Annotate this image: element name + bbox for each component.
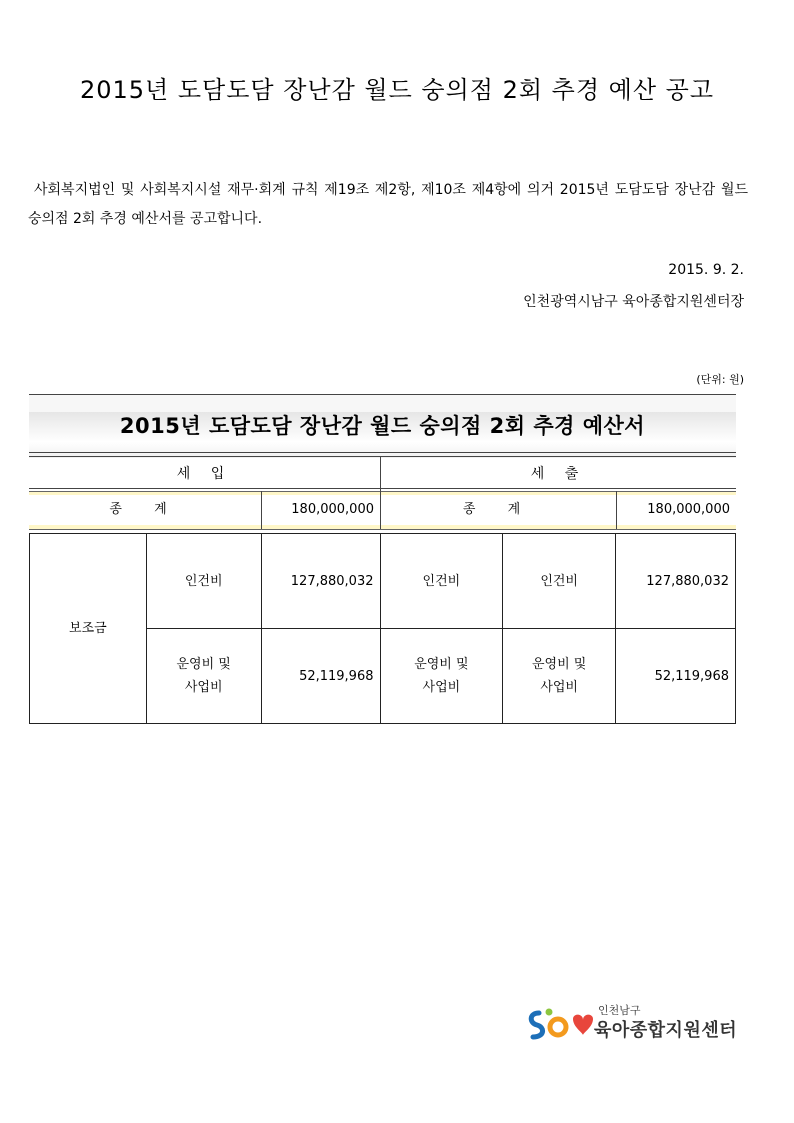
logo-title: 육아종합지원센터 bbox=[594, 1020, 738, 1041]
divider-line bbox=[29, 452, 736, 453]
divider-line bbox=[29, 529, 736, 530]
expense-item: 인건비 bbox=[503, 534, 616, 629]
budget-header-row bbox=[29, 461, 736, 487]
budget-detail-table bbox=[29, 533, 736, 724]
expense-group: 운영비 및 사업비 bbox=[380, 629, 503, 724]
category-cell: 보조금 bbox=[30, 534, 147, 724]
revenue-amount: 127,880,032 bbox=[261, 534, 380, 629]
revenue-total-label: 종 계 bbox=[109, 502, 181, 517]
table-row bbox=[30, 534, 736, 629]
signer: 인천광역시남구 육아종합지원센터장 bbox=[523, 294, 744, 310]
divider-line bbox=[29, 394, 736, 395]
logo-subtitle: 인천남구 bbox=[598, 1004, 641, 1017]
revenue-item: 운영비 및 사업비 bbox=[146, 629, 261, 724]
document-title: 2015년 도담도담 장난감 월드 숭의점 2회 추경 예산 공고 bbox=[79, 76, 715, 104]
expense-item: 운영비 및 사업비 bbox=[503, 629, 616, 724]
revenue-total-amount: 180,000,000 bbox=[291, 502, 374, 517]
revenue-header: 세 입 bbox=[176, 466, 233, 482]
divider-line bbox=[29, 456, 736, 457]
divider-line bbox=[29, 488, 736, 489]
revenue-amount: 52,119,968 bbox=[261, 629, 380, 724]
unit-label: (단위: 원) bbox=[696, 373, 744, 386]
announcement-body: 사회복지법인 및 사회복지시설 재무·회계 규칙 제19조 제2항, 제10조 제4항에 의거 2015년 도담도담 장난감 월드 숭의점 2회 추경 예산서를 공고합니다. bbox=[28, 182, 748, 227]
expense-total-amount: 180,000,000 bbox=[647, 502, 730, 517]
expense-group: 인건비 bbox=[380, 534, 503, 629]
announcement-date: 2015. 9. 2. bbox=[668, 262, 744, 278]
logo-mark-icon bbox=[525, 1003, 597, 1045]
header-divider bbox=[380, 457, 381, 491]
revenue-item: 인건비 bbox=[146, 534, 261, 629]
expense-total-label: 종 계 bbox=[462, 502, 535, 517]
expense-amount: 127,880,032 bbox=[616, 534, 736, 629]
budget-title: 2015년 도담도담 장난감 월드 숭의점 2회 추경 예산서 bbox=[119, 414, 646, 438]
expense-amount: 52,119,968 bbox=[616, 629, 736, 724]
expense-header: 세 출 bbox=[530, 466, 587, 482]
